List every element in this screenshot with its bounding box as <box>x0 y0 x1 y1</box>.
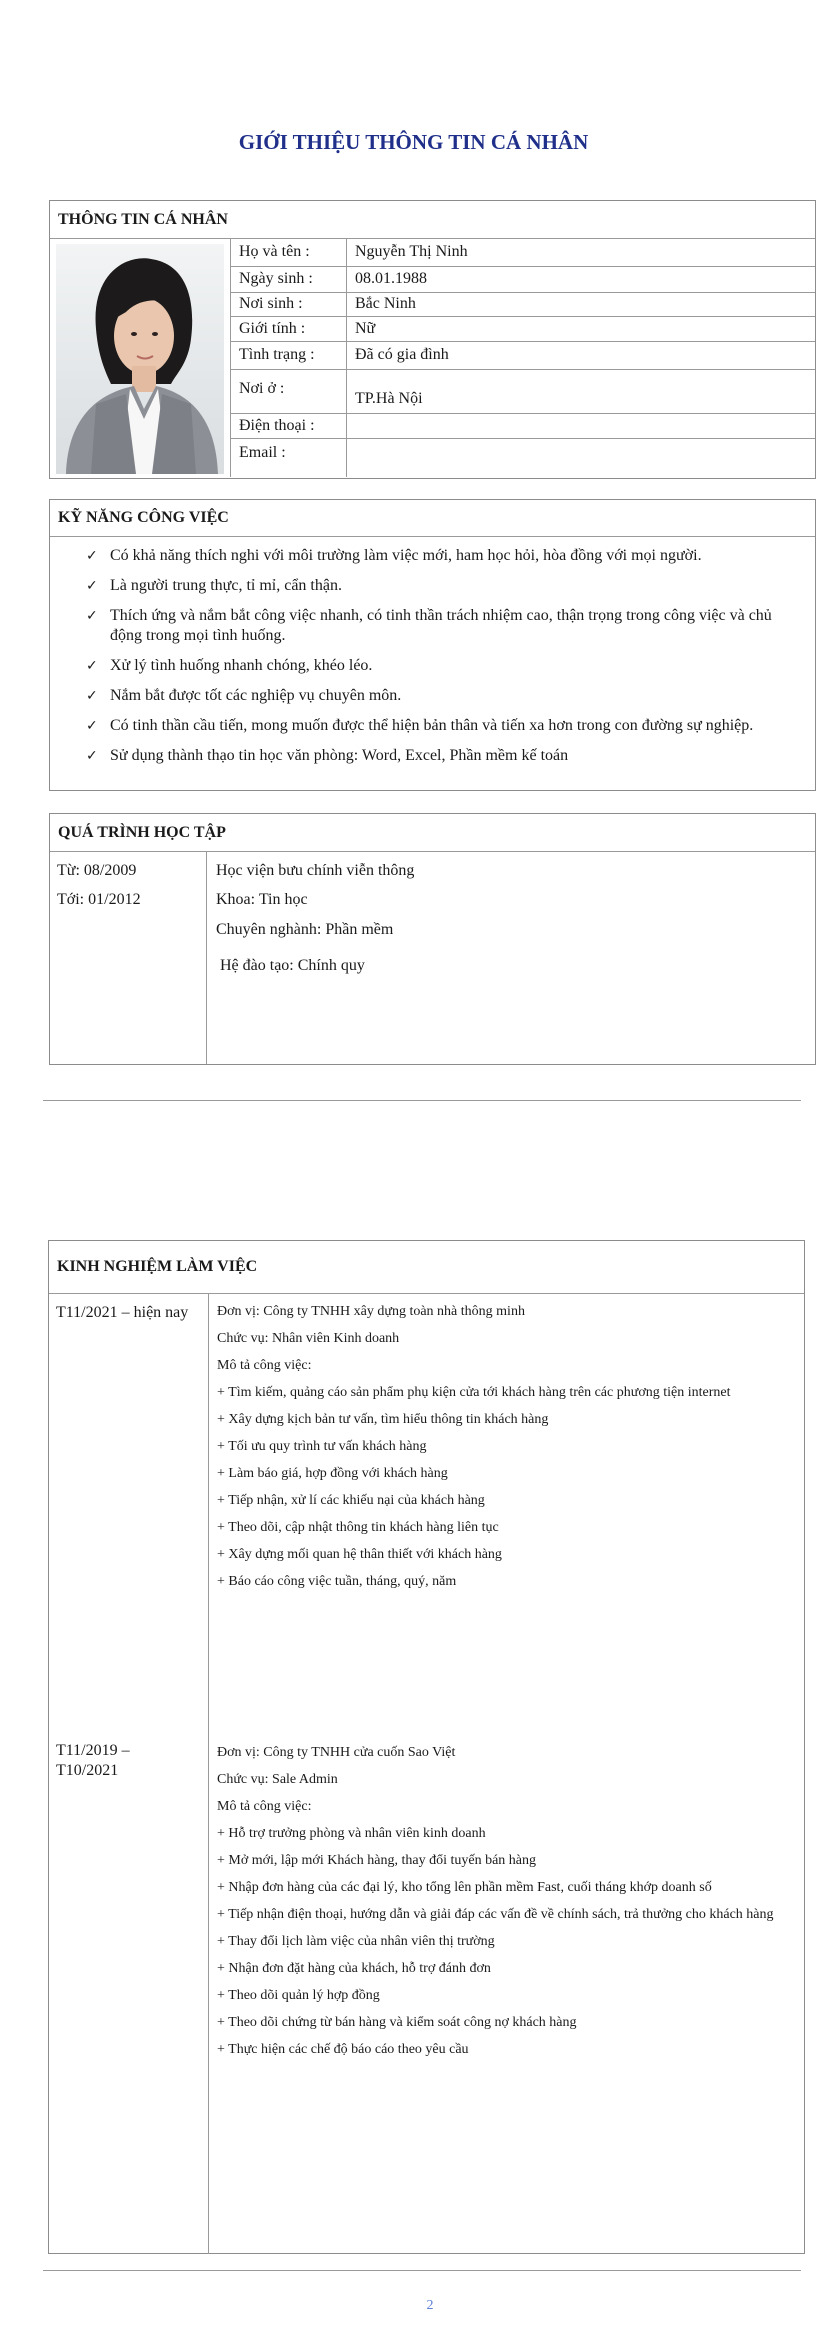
fields-divider <box>346 239 347 477</box>
job-task: + Mở mới, lập mới Khách hàng, thay đổi tuyến bán hàng <box>217 1853 536 1868</box>
education-from: Từ: 08/2009 <box>57 862 137 879</box>
field-row-address <box>230 370 815 414</box>
personal-info-section <box>49 200 816 479</box>
job-position: Chức vụ: Nhân viên Kinh doanh <box>217 1331 400 1346</box>
skill-text: Có tinh thần cầu tiến, mong muốn được thể hiện bản thân và tiến xa hơn trong con đường sự nghiệp. <box>110 717 754 734</box>
job-task: + Xây dựng mối quan hệ thân thiết với khách hàng <box>217 1547 502 1562</box>
profile-photo <box>56 244 224 474</box>
field-value: Bắc Ninh <box>355 295 416 312</box>
footer-divider <box>43 2270 801 2271</box>
field-label: Ngày sinh : <box>239 270 313 287</box>
job-position: Chức vụ: Sale Admin <box>217 1772 338 1787</box>
job-task: + Tối ưu quy trình tư vấn khách hàng <box>217 1439 427 1454</box>
field-label: Điện thoại : <box>239 417 315 434</box>
education-faculty: Khoa: Tin học <box>216 891 308 908</box>
checkmark-icon: ✓ <box>86 658 98 674</box>
field-row-name <box>230 239 815 267</box>
education-system: Hệ đào tạo: Chính quy <box>220 957 365 974</box>
checkmark-icon: ✓ <box>86 578 98 594</box>
experience-divider <box>208 1294 209 2254</box>
skill-item <box>82 716 802 736</box>
field-row-phone <box>230 414 815 439</box>
field-value: Đã có gia đình <box>355 346 449 363</box>
skill-text: Nắm bắt được tốt các nghiệp vụ chuyên môn. <box>110 687 402 704</box>
checkmark-icon: ✓ <box>86 608 98 624</box>
field-row-marital-status <box>230 342 815 370</box>
experience-section <box>48 1240 805 2254</box>
skill-text: Xử lý tình huống nhanh chóng, khéo léo. <box>110 657 373 674</box>
skill-item <box>82 606 802 646</box>
field-label: Giới tính : <box>239 320 306 337</box>
job-task: + Nhận đơn đặt hàng của khách, hỗ trợ đánh đơn <box>217 1961 491 1976</box>
job-details <box>217 1303 797 1591</box>
checkmark-icon: ✓ <box>86 718 98 734</box>
skill-item <box>82 576 802 596</box>
job-details <box>217 1744 797 2059</box>
job-task: + Theo dõi quản lý hợp đồng <box>217 1988 380 2003</box>
job-desc-label: Mô tả công việc: <box>217 1358 312 1373</box>
job-task: + Làm báo giá, hợp đồng với khách hàng <box>217 1466 448 1481</box>
skill-item <box>82 546 802 566</box>
job-task: + Thực hiện các chế độ báo cáo theo yêu cầu <box>217 2042 469 2057</box>
job-task: + Tiếp nhận điện thoại, hướng dẫn và giải đáp các vấn đề về chính sách, trả thưởng cho khách hàng <box>217 1907 774 1922</box>
skill-text: Là người trung thực, tỉ mỉ, cẩn thận. <box>110 577 342 594</box>
job-task: + Hỗ trợ trưởng phòng và nhân viên kinh doanh <box>217 1826 486 1841</box>
job-task: + Tìm kiếm, quảng cáo sản phẩm phụ kiện cửa tới khách hàng trên các phương tiện internet <box>217 1385 731 1400</box>
education-to: Tới: 01/2012 <box>57 891 141 908</box>
field-value: 08.01.1988 <box>355 270 427 287</box>
field-label: Email : <box>239 444 286 461</box>
skill-text: Thích ứng và nắm bắt công việc nhanh, có tinh thần trách nhiệm cao, thận trọng trong công việc và chủ động trong mọi tình huống. <box>110 607 772 644</box>
skill-text: Có khả năng thích nghi với môi trường làm việc mới, ham học hỏi, hòa đồng với mọi người. <box>110 547 702 564</box>
page-number: 2 <box>426 2298 434 2313</box>
skills-list <box>82 546 802 776</box>
education-school: Học viện bưu chính viễn thông <box>216 862 415 879</box>
job-task: + Thay đổi lịch làm việc của nhân viên thị trường <box>217 1934 495 1949</box>
field-label: Nơi sinh : <box>239 295 303 312</box>
job-unit: Đơn vị: Công ty TNHH cửa cuốn Sao Việt <box>217 1745 456 1760</box>
experience-heading: KINH NGHIỆM LÀM VIỆC <box>49 1241 804 1294</box>
job-task: + Báo cáo công việc tuần, tháng, quý, năm <box>217 1574 457 1589</box>
page-divider <box>43 1100 801 1101</box>
job-task: + Xây dựng kịch bản tư vấn, tìm hiểu thông tin khách hàng <box>217 1412 549 1427</box>
job-period: T11/2019 – T10/2021 <box>56 1742 130 1779</box>
skill-item <box>82 686 802 706</box>
skill-item <box>82 746 802 766</box>
field-row-email <box>230 439 815 477</box>
education-heading: QUÁ TRÌNH HỌC TẬP <box>50 814 815 852</box>
checkmark-icon: ✓ <box>86 688 98 704</box>
field-label: Tình trạng : <box>239 346 315 363</box>
personal-info-heading: THÔNG TIN CÁ NHÂN <box>50 201 815 239</box>
job-task: + Theo dõi chứng từ bán hàng và kiểm soát công nợ khách hàng <box>217 2015 577 2030</box>
page-title: GIỚI THIỆU THÔNG TIN CÁ NHÂN <box>238 130 589 154</box>
education-divider <box>206 852 207 1064</box>
education-section <box>49 813 816 1065</box>
job-desc-label: Mô tả công việc: <box>217 1799 312 1814</box>
job-task: + Tiếp nhận, xử lí các khiếu nại của khách hàng <box>217 1493 485 1508</box>
personal-fields <box>230 239 815 477</box>
checkmark-icon: ✓ <box>86 548 98 564</box>
field-value: TP.Hà Nội <box>355 390 423 407</box>
checkmark-icon: ✓ <box>86 748 98 764</box>
job-task: + Theo dõi, cập nhật thông tin khách hàng liên tục <box>217 1520 499 1535</box>
job-task: + Nhập đơn hàng của các đại lý, kho tổng lên phần mềm Fast, cuối tháng khớp doanh số <box>217 1880 712 1895</box>
job-unit: Đơn vị: Công ty TNHH xây dựng toàn nhà thông minh <box>217 1304 525 1319</box>
field-row-birthplace <box>230 293 815 317</box>
field-label: Nơi ở : <box>239 380 285 397</box>
field-label: Họ và tên : <box>239 243 310 260</box>
profile-photo-avatar-icon <box>56 244 224 474</box>
job-period: T11/2021 – hiện nay <box>56 1304 189 1321</box>
skills-section <box>49 499 816 791</box>
skill-item <box>82 656 802 676</box>
field-row-gender <box>230 317 815 342</box>
skill-text: Sử dụng thành thạo tin học văn phòng: Word, Excel, Phần mềm kế toán <box>110 747 569 764</box>
field-value: Nguyễn Thị Ninh <box>355 243 468 260</box>
skills-heading: KỸ NĂNG CÔNG VIỆC <box>50 500 815 537</box>
field-value: Nữ <box>355 320 376 337</box>
field-row-birthdate <box>230 267 815 293</box>
education-major: Chuyên nghành: Phần mềm <box>216 921 394 938</box>
